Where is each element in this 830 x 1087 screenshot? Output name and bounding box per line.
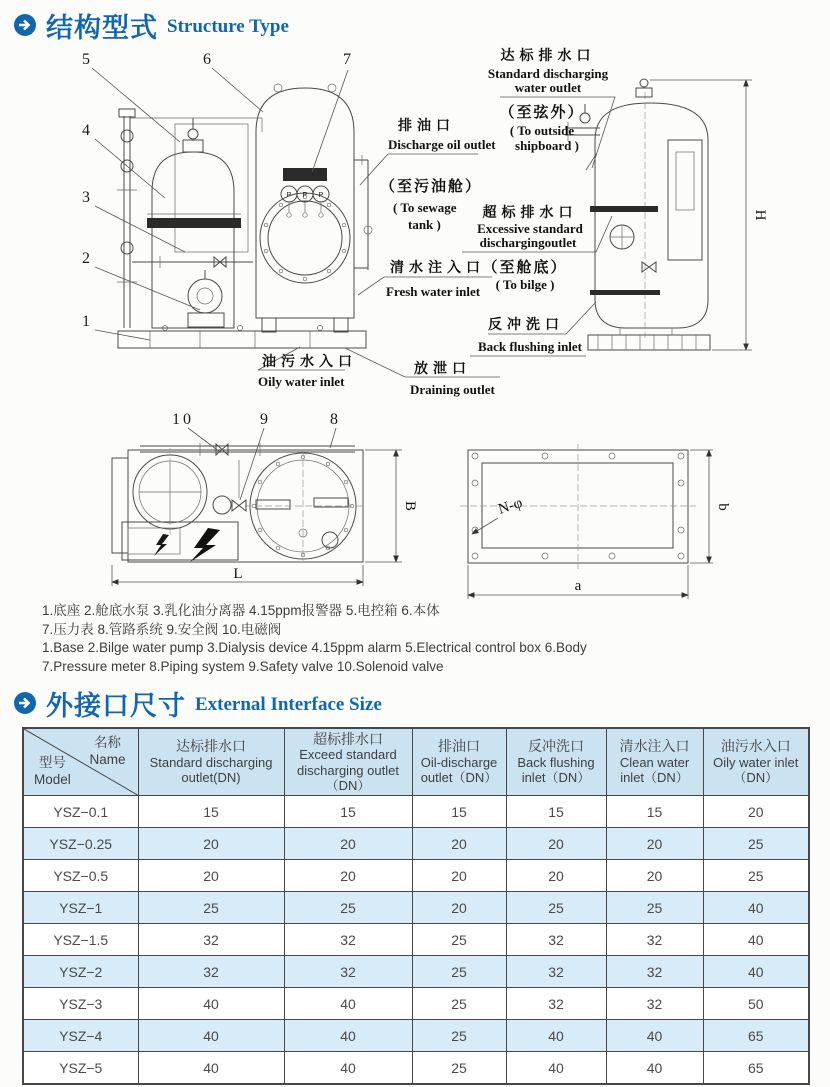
to-sewage-tank-label-zh: （至污油舱） [380, 179, 483, 195]
value-cell: 25 [412, 1020, 506, 1052]
discharge-oil-outlet-label-en: Discharge oil outlet [388, 137, 496, 152]
callout-6: 6 [203, 51, 211, 68]
model-cell: YSZ−0.1 [23, 796, 138, 828]
interface-size-table [22, 727, 810, 1085]
col-header-oily-water: 油污水入口 Oily water inlet（DN） [703, 728, 809, 796]
value-cell: 15 [606, 796, 703, 828]
discharge-oil-outlet-label-zh: 排油口 [398, 119, 455, 134]
value-cell: 15 [506, 796, 606, 828]
value-cell: 40 [284, 988, 412, 1020]
table-row [23, 924, 809, 956]
col-header-exceed-standard: 超标排水口 Exceed standard discharging outlet （DN） [284, 728, 412, 796]
to-sewage-tank-label-en2: tank ) [408, 217, 441, 232]
value-cell: 40 [703, 956, 809, 988]
value-cell: 32 [606, 956, 703, 988]
callout-2: 2 [82, 250, 90, 267]
table-row [23, 1020, 809, 1052]
value-cell: 32 [138, 956, 284, 988]
oily-water-inlet-label-zh: 油污水入口 [262, 355, 357, 370]
callout-7: 7 [343, 51, 351, 68]
callout-10: 10 [172, 411, 194, 428]
standard-discharge-label-en2: water outlet [514, 80, 582, 95]
value-cell: 20 [703, 796, 809, 828]
value-cell: 40 [703, 924, 809, 956]
value-cell: 25 [606, 892, 703, 924]
section2-title-en: External Interface Size [195, 694, 382, 715]
value-cell: 25 [506, 892, 606, 924]
to-outside-shipboard-label-zh: （至弦外） [499, 105, 585, 121]
section2-title-zh: 外接口尺寸 [46, 690, 186, 721]
value-cell: 40 [138, 988, 284, 1020]
gauge-letter-1: P [286, 192, 292, 199]
value-cell: 20 [412, 828, 506, 860]
value-cell: 25 [703, 860, 809, 892]
callout-8: 8 [330, 411, 338, 428]
value-cell: 32 [284, 956, 412, 988]
value-cell: 15 [138, 796, 284, 828]
model-cell: YSZ−0.5 [23, 860, 138, 892]
corner-header-cell [23, 728, 138, 796]
model-cell: YSZ−1.5 [23, 924, 138, 956]
table-row [23, 860, 809, 892]
to-outside-shipboard-label-en1: ( To outside [509, 123, 575, 138]
to-sewage-tank-label-en1: ( To sewage [393, 200, 457, 215]
section1-title-en: Structure Type [167, 16, 289, 37]
middle-port-labels [358, 117, 496, 299]
parts-list-en-line1: 1.Base 2.Bilge water pump 3.Dialysis device 4.15ppm alarm 5.Electrical control box 6.Body [42, 640, 587, 656]
table-header-row [23, 728, 809, 796]
draining-outlet-label-zh: 放泄口 [414, 362, 471, 377]
arrow-bullet-icon [13, 691, 37, 715]
excess-discharge-label-en1: Excessive standard [477, 221, 583, 236]
value-cell: 20 [412, 892, 506, 924]
callout-1: 1 [82, 313, 90, 330]
standard-discharge-label-zh: 达标排水口 [500, 49, 596, 64]
gauge-letter-2: P [302, 192, 308, 199]
front-view-drawing [117, 84, 372, 348]
value-cell: 40 [284, 1052, 412, 1085]
value-cell: 65 [703, 1020, 809, 1052]
value-cell: 40 [606, 1052, 703, 1085]
callout-9: 9 [260, 411, 268, 428]
value-cell: 20 [138, 828, 284, 860]
table-row [23, 1052, 809, 1085]
model-cell: YSZ−0.25 [23, 828, 138, 860]
table-row [23, 892, 809, 924]
dimension-b-upper: B [402, 500, 418, 512]
value-cell: 32 [138, 924, 284, 956]
parts-list-zh-line1: 1.底座 2.舱底水泵 3.乳化油分离器 4.15ppm报警器 5.电控箱 6.本体 [42, 603, 440, 618]
model-cell: YSZ−5 [23, 1052, 138, 1085]
value-cell: 32 [506, 924, 606, 956]
value-cell: 15 [284, 796, 412, 828]
value-cell: 20 [284, 828, 412, 860]
table-row [23, 988, 809, 1020]
model-cell: YSZ−1 [23, 892, 138, 924]
draining-outlet-label-en: Draining outlet [410, 382, 495, 397]
excess-discharge-label-zh: 超标排水口 [482, 206, 578, 221]
value-cell: 20 [506, 860, 606, 892]
parts-list-en-line2: 7.Pressure meter 8.Piping system 9.Safety valve 10.Solenoid valve [42, 658, 444, 674]
front-view-callouts [82, 51, 351, 340]
parts-list-zh-line2: 7.压力表 8.管路系统 9.安全阀 10.电磁阀 [42, 621, 282, 637]
excess-discharge-label-en2: dischargingoutlet [479, 235, 577, 250]
fresh-water-inlet-label-zh: 清水注入口 [390, 261, 485, 276]
oily-water-inlet-label-en: Oily water inlet [258, 374, 345, 389]
fresh-water-inlet-label-en: Fresh water inlet [386, 284, 481, 299]
value-cell: 20 [506, 828, 606, 860]
to-bilge-label-zh: （至舱底） [482, 260, 568, 276]
section-header-external-interface-size [13, 686, 382, 720]
value-cell: 32 [606, 988, 703, 1020]
value-cell: 50 [703, 988, 809, 1020]
value-cell: 25 [412, 924, 506, 956]
bolt-hole-spec-label: N-φ [496, 495, 525, 518]
corner-name-label: 名称 Name [89, 735, 126, 767]
value-cell: 32 [284, 924, 412, 956]
dimension-b-lower: b [715, 503, 731, 511]
col-header-standard-discharging: 达标排水口 Standard discharging outlet(DN) [138, 728, 284, 796]
back-flushing-label-zh: 反冲洗口 [488, 318, 564, 333]
parts-list [42, 602, 587, 677]
dimension-h: H [752, 209, 768, 221]
value-cell: 20 [412, 860, 506, 892]
front-view-port-labels [258, 347, 500, 397]
callout-3: 3 [82, 189, 90, 206]
gauge-letter-3: P [318, 192, 324, 199]
value-cell: 25 [703, 828, 809, 860]
back-flushing-label-en: Back flushing inlet [477, 339, 583, 354]
value-cell: 25 [284, 892, 412, 924]
col-header-oil-discharge: 排油口 Oil-discharge outlet（DN） [412, 728, 506, 796]
value-cell: 25 [412, 956, 506, 988]
model-cell: YSZ−4 [23, 1020, 138, 1052]
value-cell: 20 [606, 860, 703, 892]
standard-discharge-label-en1: Standard discharging [487, 66, 609, 81]
corner-model-label: 型号 Model [34, 755, 71, 788]
to-bilge-label-en: ( To bilge ) [495, 277, 555, 292]
value-cell: 40 [703, 892, 809, 924]
value-cell: 40 [284, 1020, 412, 1052]
value-cell: 65 [703, 1052, 809, 1085]
side-view-port-labels [462, 47, 615, 356]
value-cell: 40 [506, 1052, 606, 1085]
table-row [23, 956, 809, 988]
model-cell: YSZ−3 [23, 988, 138, 1020]
value-cell: 25 [412, 988, 506, 1020]
value-cell: 32 [506, 956, 606, 988]
side-view-drawing [565, 79, 768, 350]
to-outside-shipboard-label-en2: shipboard ) [515, 138, 579, 153]
value-cell: 15 [412, 796, 506, 828]
model-cell: YSZ−2 [23, 956, 138, 988]
value-cell: 32 [606, 924, 703, 956]
value-cell: 20 [606, 828, 703, 860]
col-header-back-flushing: 反冲洗口 Back flushing inlet（DN） [506, 728, 606, 796]
value-cell: 40 [138, 1020, 284, 1052]
value-cell: 20 [138, 860, 284, 892]
value-cell: 40 [606, 1020, 703, 1052]
value-cell: 25 [138, 892, 284, 924]
table-row [23, 828, 809, 860]
value-cell: 40 [138, 1052, 284, 1085]
dimension-a: a [574, 578, 582, 594]
table-row [23, 796, 809, 828]
value-cell: 40 [506, 1020, 606, 1052]
base-plan-drawing [460, 444, 731, 599]
callout-5: 5 [82, 51, 90, 68]
value-cell: 25 [412, 1052, 506, 1085]
top-view-drawing [112, 411, 418, 586]
dimension-l: L [233, 566, 243, 582]
section1-title-zh: 结构型式 [46, 12, 158, 43]
value-cell: 20 [284, 860, 412, 892]
value-cell: 32 [506, 988, 606, 1020]
callout-4: 4 [82, 122, 90, 139]
col-header-clean-water: 清水注入口 Clean water inlet（DN） [606, 728, 703, 796]
